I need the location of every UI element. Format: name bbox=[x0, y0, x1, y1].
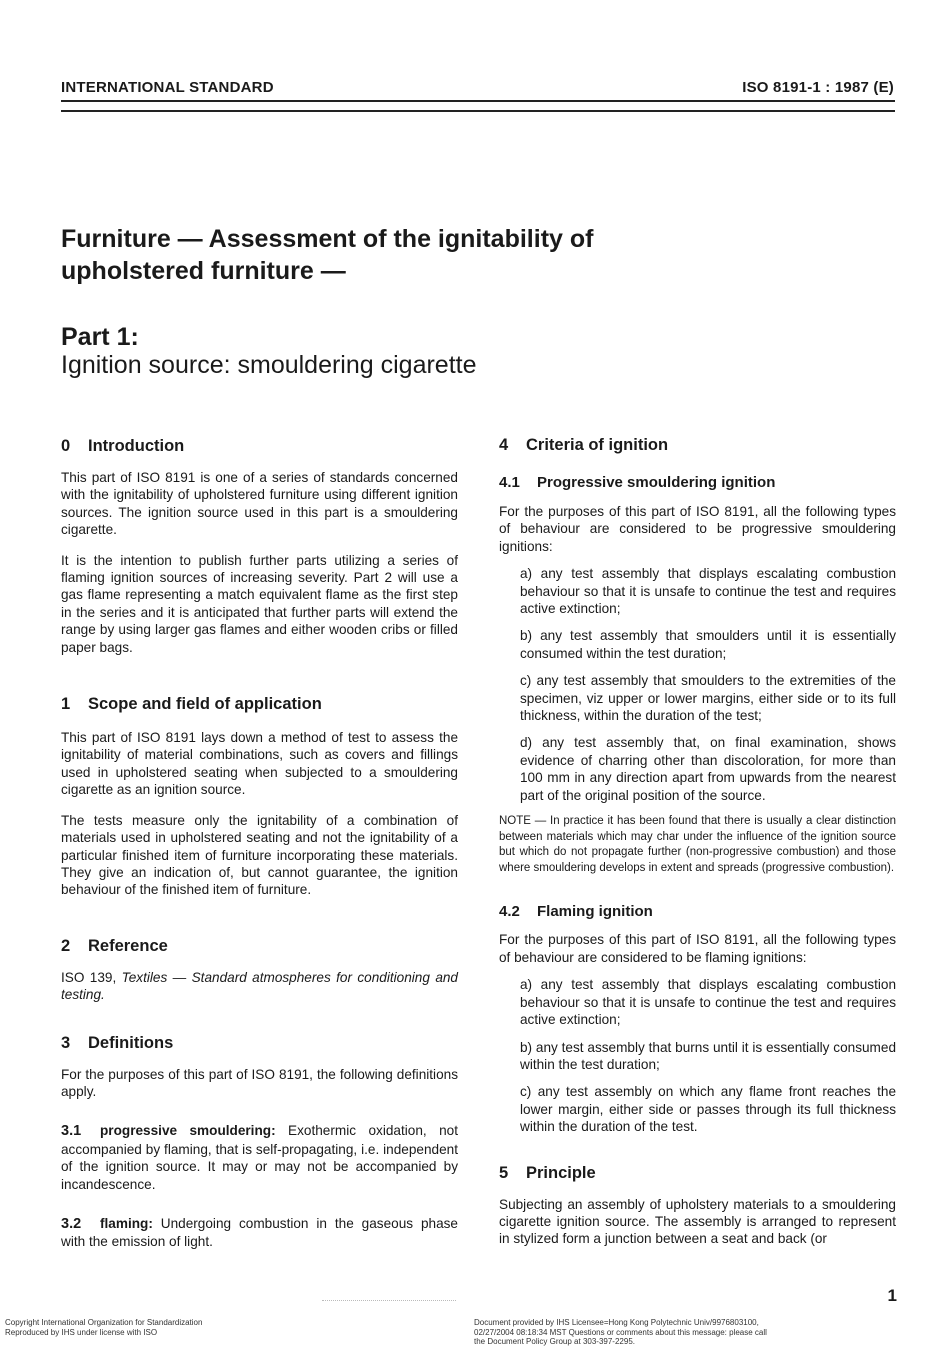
reference-entry bbox=[61, 969, 458, 1004]
scope-paragraph-2: The tests measure only the ignitability of a combination of materials used in upholstered seating and not the ignitability of a particular finished item of furniture incorporating these materials. They give an indication of, but cannot guarantee, the ignition behaviour of the finished item of furniture. bbox=[61, 812, 458, 898]
section-number: 0 bbox=[61, 437, 71, 455]
definition-term: flaming: bbox=[100, 1215, 153, 1231]
section-title: Definitions bbox=[88, 1033, 174, 1052]
flaming-criterion-a: a) any test assembly that displays escalating combustion behaviour so that it is unsafe to continue the test and requires active extinction; bbox=[520, 977, 896, 1028]
flaming-intro: For the purposes of this part of ISO 8191, all the following types of behaviour are considered to be flaming ignitions: bbox=[499, 932, 896, 965]
subsection-title: Progressive smouldering ignition bbox=[537, 474, 776, 491]
section-3-heading bbox=[61, 1033, 458, 1053]
header-rule-bottom bbox=[61, 110, 895, 112]
section-title: Scope and field of application bbox=[88, 695, 322, 714]
definition-number: 3.1 bbox=[61, 1123, 82, 1140]
page-number: 1 bbox=[887, 1286, 897, 1305]
header-standard-number: ISO 8191-1 : 1987 (E) bbox=[742, 79, 894, 96]
definition-number: 3.2 bbox=[61, 1215, 82, 1232]
flaming-criterion-c: c) any test assembly on which any flame front reaches the lower margin, either side or passes through its full thickness within the duration of the test. bbox=[520, 1084, 896, 1135]
section-number: 2 bbox=[61, 936, 71, 955]
flaming-criterion-b: b) any test assembly that burns until it is essentially consumed within the test duration; bbox=[520, 1039, 896, 1072]
title-line-2: upholstered furniture — bbox=[61, 257, 346, 285]
section-number: 3 bbox=[61, 1033, 71, 1052]
header-standard-label: INTERNATIONAL STANDARD bbox=[61, 79, 274, 96]
definition-text: Exothermic oxidation, not accompanied by flaming, that is self-propagating, i.e. independent of the ignition source. It may or may not be accompanied by incandescence. bbox=[61, 1123, 458, 1192]
document-title bbox=[61, 223, 881, 287]
left-column bbox=[61, 436, 458, 1251]
smouldering-criterion-a: a) any test assembly that displays escalating combustion behaviour so that it is unsafe to continue the test and requires active extinction; bbox=[520, 566, 896, 617]
smouldering-criterion-b: b) any test assembly that smoulders until it is essentially consumed within the test duration; bbox=[520, 628, 896, 661]
footer-copyright bbox=[5, 1318, 202, 1337]
smouldering-note: NOTE — In practice it has been found that there is usually a clear distinction between materials which may char under the influence of the ignition source but which do not propagate further (non-progressive combustion) and those where smouldering develops in extent and spreads (progressive combustion). bbox=[499, 815, 896, 874]
part-label: Part 1: bbox=[61, 323, 139, 351]
section-title: Principle bbox=[526, 1163, 596, 1182]
footer-line: the Document Policy Group at 303-397-2295. bbox=[474, 1337, 635, 1347]
right-column bbox=[499, 435, 896, 1248]
intro-paragraph-1: This part of ISO 8191 is one of a series of standards concerned with the ignitability of upholstered furniture using different ignition sources. The ignition source used in this part is a smouldering cigarette. bbox=[61, 470, 458, 538]
reference-title: Textiles — Standard atmospheres for conditioning and testing. bbox=[61, 969, 458, 1003]
definition-term: progressive smouldering: bbox=[100, 1123, 276, 1139]
reference-code: ISO 139, bbox=[61, 969, 117, 985]
footer-line: 02/27/2004 08:18:34 MST Questions or comments about this message: please call bbox=[474, 1327, 767, 1337]
subsection-title: Flaming ignition bbox=[537, 903, 653, 921]
footer-provider bbox=[474, 1318, 767, 1347]
section-title: Reference bbox=[88, 936, 168, 955]
title-line-1: Furniture — Assessment of the ignitability of bbox=[61, 225, 594, 253]
smouldering-criterion-d: d) any test assembly that, on final examination, shows evidence of charring other than discoloration, for more than 100 mm in any direction apart from upwards from the nearest part of the original position of the source. bbox=[520, 735, 896, 803]
section-4-2-heading bbox=[499, 902, 896, 921]
decorative-dotted-line bbox=[322, 1300, 456, 1301]
section-title: Criteria of ignition bbox=[526, 436, 669, 454]
smouldering-criterion-c: c) any test assembly that smoulders to the extremities of the specimen, viz upper or lower margins, either side or to its full thickness, within the duration of the test; bbox=[520, 673, 896, 724]
footer-line: Copyright International Organization for Standardization bbox=[5, 1318, 203, 1327]
smouldering-intro: For the purposes of this part of ISO 8191, all the following types of behaviour are considered to be progressive smouldering ignitions: bbox=[499, 504, 896, 554]
footer-line: Document provided by IHS Licensee=Hong Kong Polytechnic Univ/9976803100, bbox=[474, 1318, 759, 1327]
subsection-number: 4.2 bbox=[499, 903, 520, 921]
section-1-heading bbox=[61, 694, 458, 714]
section-number: 5 bbox=[499, 1163, 509, 1182]
section-2-heading bbox=[61, 936, 458, 956]
section-4-heading bbox=[499, 435, 896, 455]
header-rule-top bbox=[61, 100, 895, 102]
section-title: Introduction bbox=[88, 437, 185, 455]
scope-paragraph-1: This part of ISO 8191 lays down a method of test to assess the ignitability of material combinations, such as covers and fillings used in upholstered seating when subjected to a smouldering cigarette as an ignition source. bbox=[61, 730, 458, 798]
section-number: 4 bbox=[499, 436, 509, 454]
section-0-heading bbox=[61, 436, 458, 456]
definitions-intro: For the purposes of this part of ISO 8191, the following definitions apply. bbox=[61, 1066, 458, 1099]
definition-text: Undergoing combustion in the gaseous phase with the emission of light. bbox=[61, 1215, 458, 1250]
section-5-heading bbox=[499, 1163, 896, 1183]
principle-paragraph: Subjecting an assembly of upholstery materials to a smouldering cigarette ignition source. The assembly is arranged to represent in stylized form a junction between a seat and back (or bbox=[499, 1196, 896, 1247]
section-number: 1 bbox=[61, 695, 71, 714]
footer-line: Reproduced by IHS under license with ISO bbox=[5, 1327, 158, 1337]
definition-3-2 bbox=[61, 1215, 458, 1251]
intro-paragraph-2: It is the intention to publish further parts utilizing a series of flaming ignition sources of increasing severity. Part 2 will use a gas flame representing a match equivalent flame as the first step in the series and it is anticipated that further parts will extend the range by using larger gas flames and either wooden cribs or filled paper bags. bbox=[61, 552, 458, 655]
subsection-number: 4.1 bbox=[499, 474, 520, 491]
part-subtitle: Ignition source: smouldering cigarette bbox=[61, 351, 477, 379]
definition-3-1 bbox=[61, 1122, 458, 1193]
section-4-1-heading bbox=[499, 473, 896, 492]
